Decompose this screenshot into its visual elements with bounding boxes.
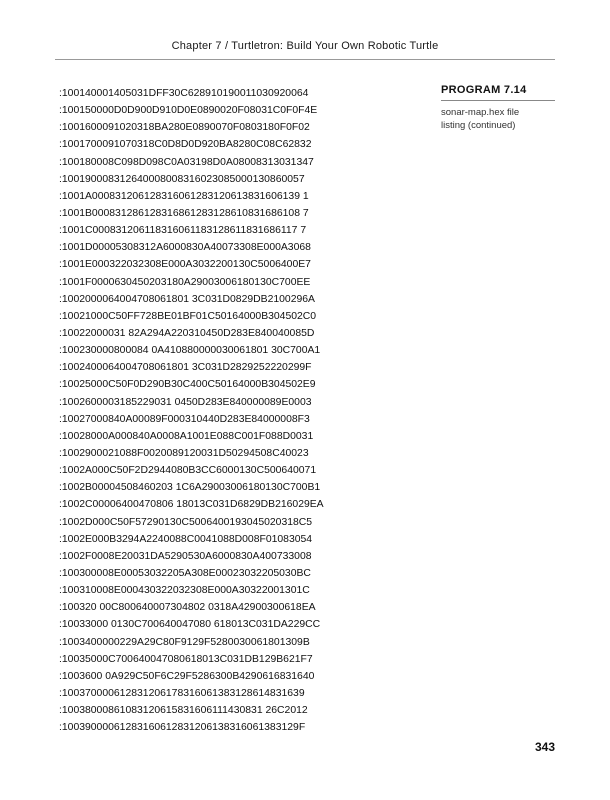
hex-record-line: :1002E000B3294A2240088C0041088D008F01083054 bbox=[59, 533, 313, 545]
running-header bbox=[55, 40, 555, 60]
program-sidebar bbox=[441, 84, 555, 132]
hex-record-line: :10027000840A00089F000310440D283E84000008F3 bbox=[59, 413, 310, 425]
hex-record-line: :10028000A000840A0008A1001E088C001F088D0031 bbox=[59, 430, 314, 442]
hex-record-line: :1003400000229A29C80F9129F5280030061801309B bbox=[59, 636, 310, 648]
hex-record-line: :1001F0000630450203180A29003006180130C700EE bbox=[59, 276, 311, 288]
hex-record-line: :1002B00004508460203 1C6A29003006180130C700B1 bbox=[59, 482, 321, 494]
hex-record-line: :100140001405031DFF30C628910190011030920064 bbox=[59, 88, 309, 99]
hex-record-line: :1001C000831206118316061183128611831686117 7 bbox=[59, 225, 307, 237]
hex-record-line: :1002600003185229031 0450D283E840000089E0003 bbox=[59, 396, 312, 408]
hex-record-line: :100300008E00053032205A308E00023032205030BC bbox=[59, 567, 311, 579]
hex-record-line: :1001A000831206128316061283120613831606139 1 bbox=[59, 190, 309, 202]
hex-record-line: :10022000031 82A294A220310450D283E840040085D bbox=[59, 327, 315, 339]
hex-record-line: :10021000C50FF728BE01BF01C50164000B304502C0 bbox=[59, 310, 317, 322]
hex-record-line: :1002C00006400470806 18013C031D6829DB216029EA bbox=[59, 499, 324, 511]
hex-record-line: :1001D00005308312A6000830A40073308E000A3068 bbox=[59, 242, 311, 254]
hex-record-line: :1002900021088F0020089120031D50294508C40023 bbox=[59, 447, 309, 459]
hex-record-line: :10025000C50F0D290B30C400C50164000B304502E9 bbox=[59, 379, 316, 391]
program-caption bbox=[441, 106, 555, 132]
running-header-title: Chapter 7 / Turtletron: Build Your Own Robotic Turtle bbox=[171, 40, 439, 52]
program-caption-line: listing (continued) bbox=[441, 120, 516, 131]
hex-record-line: :1002400064004708061801 3C031D2829252220299F bbox=[59, 362, 312, 374]
hex-record-line: :1002000064004708061801 3C031D0829DB2100296A bbox=[59, 293, 315, 305]
hex-listing bbox=[59, 85, 324, 736]
hex-record-line: :100310008E000430322032308E000A30322001301C bbox=[59, 585, 310, 597]
hex-record-line: :1003600 0A929C50F6C29F5286300B4290616831640 bbox=[59, 670, 315, 682]
hex-record-line: :1001700091070318C0D8D0D920BA8280C08C62832 bbox=[59, 139, 312, 151]
hex-record-line: :100190008312640008008316023085000130860057 bbox=[59, 173, 305, 185]
hex-record-line: :1001B000831286128316861283128610831686108 7 bbox=[59, 207, 309, 219]
hex-record-line: :100230000800084 0A410880000030061801 30C700A1 bbox=[59, 345, 321, 357]
page-number: 343 bbox=[534, 740, 555, 754]
hex-record-line: :100150000D0D900D910D0E0890020F08031C0F0F4E bbox=[59, 105, 318, 117]
program-label: PROGRAM 7.14 bbox=[441, 84, 555, 101]
hex-record-line: :100370000612831206178316061383128614831639 bbox=[59, 687, 305, 699]
hex-record-line: :100180008C098D098C0A03198D0A08008313031347 bbox=[59, 156, 314, 168]
hex-record-line: :1002A000C50F2D2944080B3CC6000130C500640071 bbox=[59, 465, 317, 477]
hex-record-line: :1002D000C50F57290130C5006400193045020318C5 bbox=[59, 516, 313, 528]
hex-record-line: :10033000 0130C700640047080 618013C031DA229CC bbox=[59, 619, 321, 631]
hex-record-line: :1001600091020318BA280E0890070F0803180F0F02 bbox=[59, 122, 310, 134]
program-caption-line: sonar-map.hex file bbox=[441, 107, 520, 118]
hex-record-line: :1002F0008E20031DA5290530A6000830A400733008 bbox=[59, 550, 312, 562]
hex-record-line: :1001E000322032308E000A3032200130C5006400E7 bbox=[59, 259, 311, 271]
hex-record-line: :10039000061283160612831206138316061383129F bbox=[59, 722, 306, 734]
hex-record-line: :100320 00C800640007304802 0318A42900300618EA bbox=[59, 602, 316, 614]
hex-record-line: :10038000861083120615831606111430831 26C2012 bbox=[59, 705, 308, 717]
hex-record-line: :10035000C700640047080618013C031DB129B621F7 bbox=[59, 653, 313, 665]
